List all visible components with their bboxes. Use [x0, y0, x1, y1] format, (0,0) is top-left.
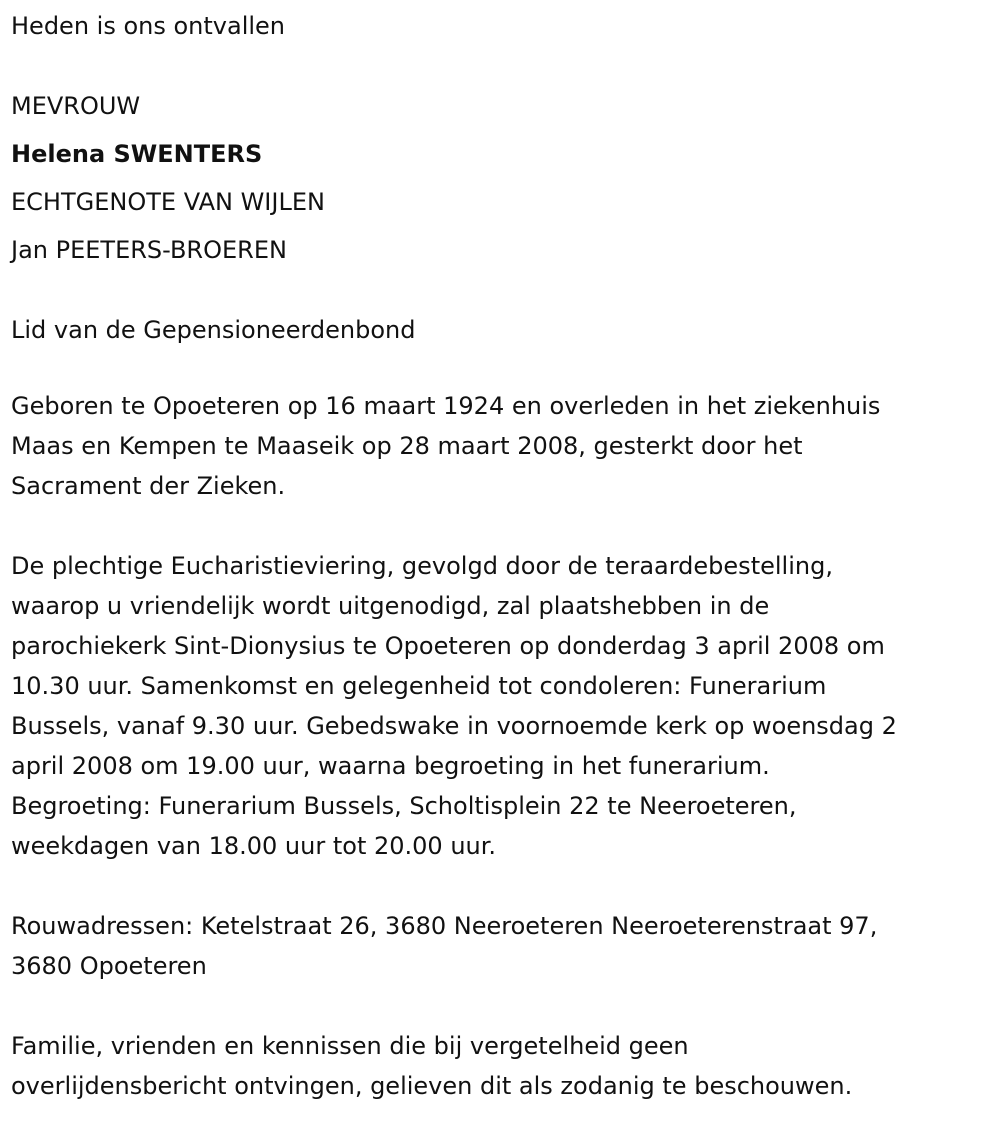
intro-line: Heden is ons ontvallen: [11, 12, 286, 40]
spacer: [11, 866, 990, 906]
paragraph-line: parochiekerk Sint-Dionysius te Opoeteren op donderdag 3 april 2008 om: [11, 632, 885, 660]
paragraph-line: weekdagen van 18.00 uur tot 20.00 uur.: [11, 832, 497, 860]
paragraph-line: waarop u vriendelijk wordt uitgenodigd, zal plaatshebben in de: [11, 592, 770, 620]
paragraph-line: Maas en Kempen te Maaseik op 28 maart 2008, gesterkt door het: [11, 432, 803, 460]
spacer: [11, 354, 990, 386]
obituary-document: [0, 2, 1000, 1128]
addresses-paragraph: [11, 906, 990, 986]
spacer: [11, 274, 990, 306]
paragraph-line: april 2008 om 19.00 uur, waarna begroeting in het funerarium.: [11, 752, 770, 780]
honorific-title: MEVROUW: [11, 92, 141, 120]
deceased-name: Helena SWENTERS: [11, 140, 263, 168]
paragraph-line: Sacrament der Zieken.: [11, 472, 286, 500]
paragraph-line: overlijdensbericht ontvingen, gelieven dit als zodanig te beschouwen.: [11, 1072, 853, 1100]
spouse-name: Jan PEETERS-BROEREN: [11, 236, 287, 264]
paragraph-line: Familie, vrienden en kennissen die bij vergetelheid geen: [11, 1032, 689, 1060]
paragraph-line: Rouwadressen: Ketelstraat 26, 3680 Neeroeteren Neeroeterenstraat 97,: [11, 912, 878, 940]
ceremony-paragraph: [11, 546, 990, 866]
notice-paragraph: [11, 1026, 990, 1106]
birth-death-paragraph: [11, 386, 990, 506]
paragraph-line: Begroeting: Funerarium Bussels, Scholtisplein 22 te Neeroeteren,: [11, 792, 797, 820]
spacer: [11, 986, 990, 1026]
spacer: [11, 50, 990, 82]
paragraph-line: De plechtige Eucharistieviering, gevolgd door de teraardebestelling,: [11, 552, 833, 580]
paragraph-line: 10.30 uur. Samenkomst en gelegenheid tot condoleren: Funerarium: [11, 672, 827, 700]
paragraph-line: 3680 Opoeteren: [11, 952, 207, 980]
relation-line: ECHTGENOTE VAN WIJLEN: [11, 188, 325, 216]
paragraph-line: Geboren te Opoeteren op 16 maart 1924 en overleden in het ziekenhuis: [11, 392, 881, 420]
spacer: [11, 506, 990, 546]
membership-line: Lid van de Gepensioneerdenbond: [11, 316, 416, 344]
paragraph-line: Bussels, vanaf 9.30 uur. Gebedswake in voornoemde kerk op woensdag 2: [11, 712, 897, 740]
